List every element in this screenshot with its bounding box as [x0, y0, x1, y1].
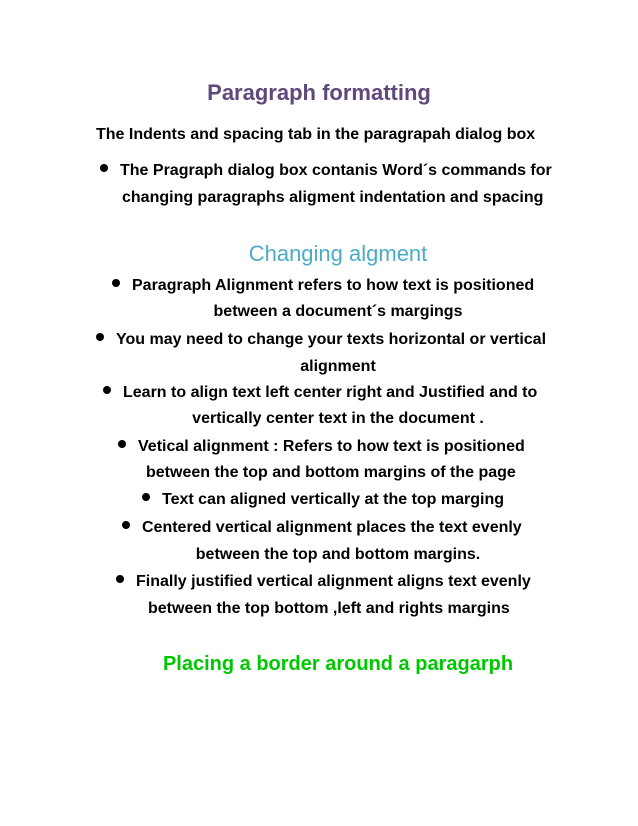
bullet-icon	[112, 279, 120, 287]
list-item-line1: Centered vertical alignment places the text evenly	[142, 519, 522, 536]
bullet-icon	[103, 386, 111, 394]
intro-bullet-line2: changing paragraphs aligment indentation and spacing	[122, 189, 544, 206]
list-item	[116, 572, 531, 592]
list-item-line1: You may need to change your texts horizontal or vertical	[116, 331, 547, 348]
page-title: Paragraph formatting	[207, 80, 431, 105]
bullet-icon	[116, 575, 124, 583]
bullet-icon	[118, 440, 126, 448]
list-item-line2: between the top and bottom margins of the page	[146, 464, 516, 481]
list-item-line1: Text can aligned vertically at the top marging	[162, 491, 505, 508]
list-item-line2: between a document´s margings	[213, 303, 463, 320]
list-item	[112, 276, 534, 296]
list-item-line2: between the top bottom ,left and rights margins	[148, 600, 510, 617]
list-item	[103, 383, 537, 403]
list-item-line1: Vetical alignment : Refers to how text is positioned	[138, 438, 525, 455]
list-item-line1: Paragraph Alignment refers to how text is positioned	[132, 277, 535, 294]
bullet-icon	[142, 493, 150, 501]
section-heading-placing-border: Placing a border around a paragarph	[162, 653, 514, 675]
list-item-line1: Finally justified vertical alignment aligns text evenly	[136, 573, 531, 590]
bullet-icon	[100, 164, 108, 172]
section-heading-changing-alignment: Changing algment	[248, 241, 428, 266]
list-item-line2: vertically center text in the document .	[192, 410, 484, 427]
subtitle: The Indents and spacing tab in the paragrapah dialog box	[96, 126, 536, 143]
intro-bullet	[100, 161, 552, 181]
bullet-icon	[122, 521, 130, 529]
list-item-line2: between the top and bottom margins.	[195, 546, 481, 563]
list-item	[122, 518, 522, 538]
list-item	[118, 437, 525, 457]
intro-bullet-line1: The Pragraph dialog box contanis Word´s commands for	[120, 162, 552, 179]
list-item-line1: Learn to align text left center right and Justified and to	[123, 384, 538, 401]
list-item	[142, 490, 504, 510]
list-item-line2: alignment	[300, 358, 376, 375]
list-item	[96, 330, 546, 350]
bullet-icon	[96, 333, 104, 341]
